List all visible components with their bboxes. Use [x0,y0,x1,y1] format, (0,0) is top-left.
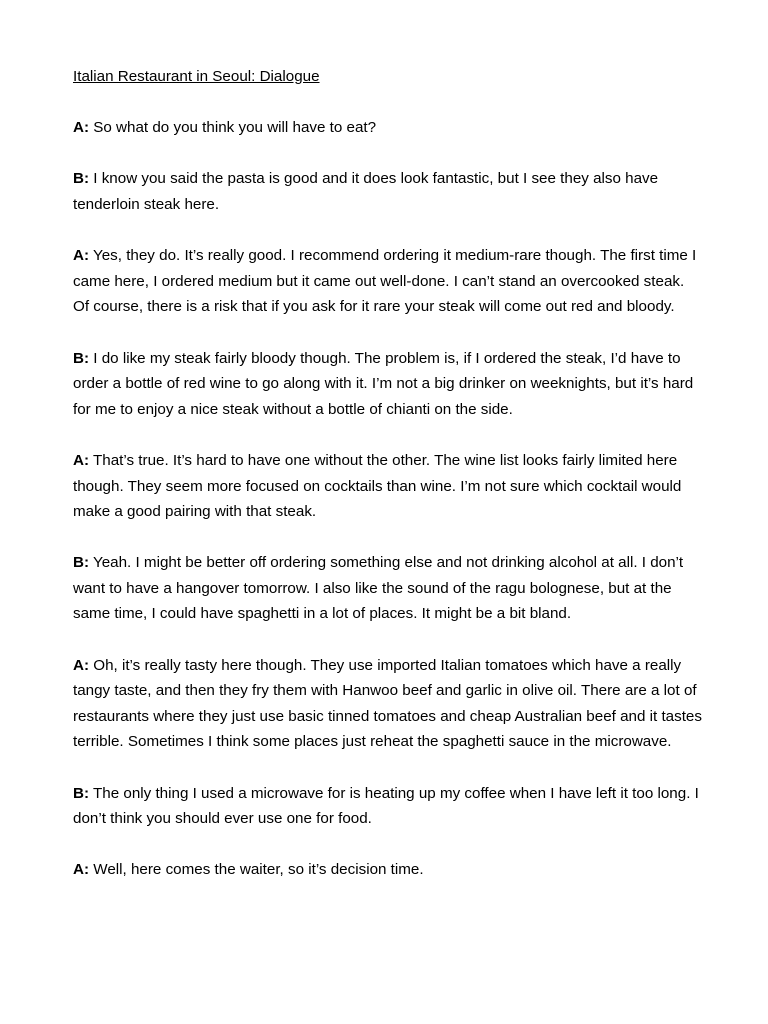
dialogue-text: Yeah. I might be better off ordering something else and not drinking alcohol at all. I don’t want to have a hangover tomorrow. I also like the sound of the ragu bolognese, but at the same time, I could have spaghetti in a lot of places. It might be a bit bland. [73,554,684,623]
dialogue-text: That’s true. It’s hard to have one without the other. The wine list looks fairly limited here though. They seem more focused on cocktails than wine. I’m not sure which cocktail would make a good pairing with that steak. [73,451,682,521]
dialogue-text: So what do you think you will have to eat? [93,119,377,137]
dialogue-text: The only thing I used a microwave for is heating up my coffee when I have left it too long. I don’t think you should ever use one for food. [73,784,699,828]
speaker-label: A: [73,119,90,137]
dialogue-text: Yes, they do. It’s really good. I recommend ordering it medium-rare though. The first time I came here, I ordered medium but it came out well-done. I can’t stand an overcooked steak. Of course, there is a risk that if you ask for it rare your steak will come out red and bloody. [73,247,697,316]
speaker-label: B: [73,170,90,188]
speaker-label: B: [73,349,90,367]
dialogue-text: Oh, it’s really tasty here though. They use imported Italian tomatoes which have a really tangy taste, and then they fry them with Hanwoo beef and garlic in olive oil. There are a lot of restaurants where they just use basic tinned tomatoes and cheap Australian beef and it tastes terrible. Sometimes I think some places just reheat the spaghetti sauce in the microwave. [73,656,702,751]
speaker-label: A: [73,656,90,674]
dialogue-turn [73,243,703,320]
dialogue-turn [73,550,703,627]
dialogue-text: I do like my steak fairly bloody though. The problem is, if I ordered the steak, I’d have to order a bottle of red wine to go along with it. I’m not a big drinker on weeknights, but it’s hard for me to enjoy a nice steak without a bottle of chianti on the side. [73,349,694,418]
dialogue-turn [73,781,703,832]
document-title: Italian Restaurant in Seoul: Dialogue [73,68,320,85]
dialogue-turn [73,653,703,755]
dialogue-turn [73,346,703,423]
speaker-label: B: [73,554,90,572]
dialogue-turn [73,115,703,141]
dialogue-turn [73,166,703,217]
dialogue-turn [73,857,703,883]
dialogue-text: I know you said the pasta is good and it does look fantastic, but I see they also have tenderloin steak here. [73,170,659,213]
speaker-label: A: [73,451,90,469]
dialogue-turn [73,448,703,525]
speaker-label: A: [73,861,90,879]
speaker-label: B: [73,784,90,802]
dialogue-text: Well, here comes the waiter, so it’s decision time. [93,861,424,879]
speaker-label: A: [73,247,90,265]
document-page [73,64,703,909]
